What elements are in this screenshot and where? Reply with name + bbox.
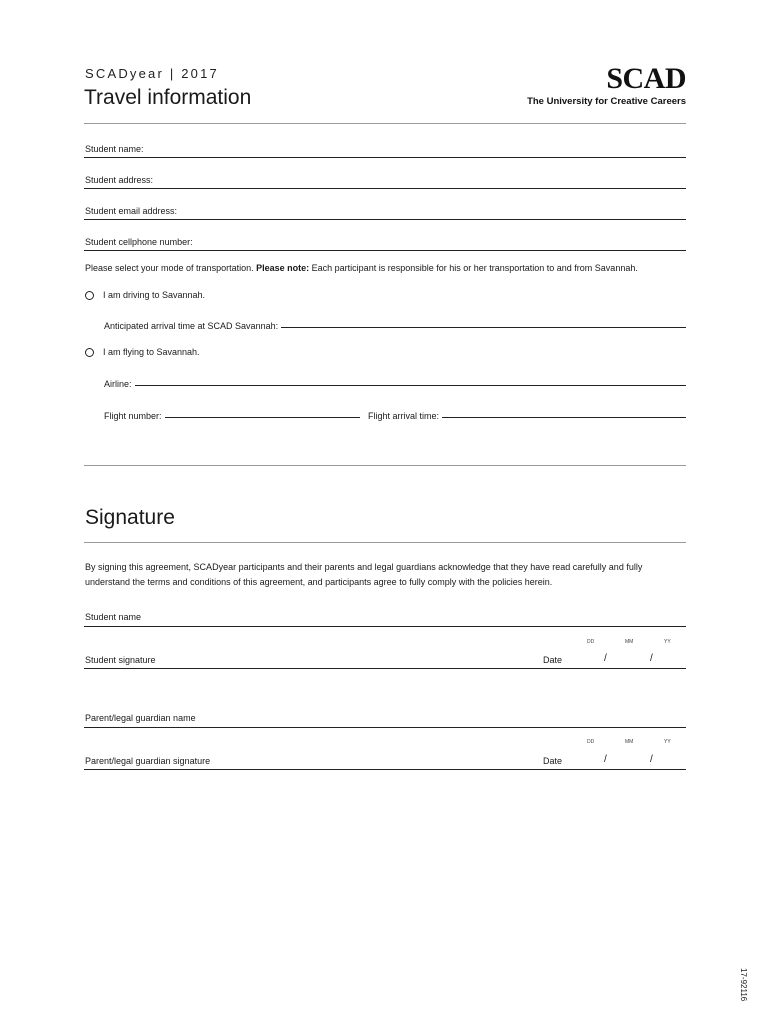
student-date-slash-2: /: [650, 653, 653, 664]
student-name-line: [84, 157, 686, 158]
student-address-line: [84, 188, 686, 189]
scad-tagline: The University for Creative Careers: [527, 96, 686, 107]
student-address-field[interactable]: [84, 175, 686, 189]
student-email-label: Student email address:: [85, 206, 181, 216]
student-name-sig-label: Student name: [85, 612, 142, 622]
arrival-time-line: [281, 327, 686, 328]
header-divider: [84, 123, 686, 124]
driving-radio[interactable]: [85, 291, 94, 300]
agreement-paragraph: By signing this agreement, SCADyear participants and their parents and legal guardians acknowledge that they have read carefully and fully understand the terms and conditions of this agreement, and participants agree to fully comply with the policies herein.: [85, 562, 643, 587]
airline-line: [135, 385, 686, 386]
flight-arrival-field[interactable]: [368, 407, 686, 421]
parent-signature-label: Parent/legal guardian signature: [85, 756, 211, 766]
flying-option[interactable]: [85, 346, 200, 358]
form-code: 17-92116: [739, 968, 748, 1002]
signature-heading: Signature: [85, 506, 175, 529]
student-date-label: Date: [543, 655, 563, 665]
airline-label: Airline:: [104, 379, 132, 389]
parent-date-slash-2: /: [650, 754, 653, 765]
driving-option[interactable]: [85, 289, 205, 301]
student-name-field[interactable]: [84, 144, 686, 158]
flight-number-label: Flight number:: [104, 411, 162, 421]
parent-dd-label: DD: [587, 739, 595, 745]
note-label: Please note:: [256, 263, 310, 273]
flight-arrival-label: Flight arrival time:: [368, 411, 440, 421]
airline-field[interactable]: [104, 375, 686, 389]
section-divider: [84, 465, 686, 466]
student-dd-label: DD: [587, 639, 595, 645]
student-yy-label: YY: [664, 639, 671, 645]
arrival-time-label: Anticipated arrival time at SCAD Savannah:: [104, 321, 279, 331]
parent-date-slash-1: /: [604, 754, 607, 765]
student-email-field[interactable]: [84, 206, 686, 220]
note-text: Each participant is responsible for his or her transportation to and from Savannah.: [311, 263, 638, 273]
student-date-slash-1: /: [604, 653, 607, 664]
parent-yy-label: YY: [664, 739, 671, 745]
student-signature-label: Student signature: [85, 655, 156, 665]
student-email-line: [84, 219, 686, 220]
page-title: Travel information: [84, 86, 252, 109]
parent-name-line[interactable]: [84, 727, 686, 728]
flight-number-line: [165, 417, 360, 418]
program-eyebrow: SCADyear | 2017: [85, 66, 219, 81]
arrival-time-field[interactable]: [104, 317, 686, 331]
parent-date-label: Date: [543, 756, 563, 766]
scad-logo: SCAD: [606, 62, 686, 95]
parent-mm-label: MM: [625, 739, 634, 745]
parent-signature-line[interactable]: [84, 769, 686, 770]
signature-divider: [84, 542, 686, 543]
parent-name-label: Parent/legal guardian name: [85, 713, 196, 723]
student-mm-label: MM: [625, 639, 634, 645]
student-name-label: Student name:: [85, 144, 148, 154]
flight-number-field[interactable]: [104, 407, 360, 421]
transport-note: [85, 263, 638, 273]
driving-label: I am driving to Savannah.: [103, 290, 206, 300]
transport-intro: Please select your mode of transportation.: [85, 263, 254, 273]
student-cellphone-line: [84, 250, 686, 251]
flight-arrival-line: [442, 417, 686, 418]
flying-radio[interactable]: [85, 348, 94, 357]
student-name-sig-line[interactable]: [84, 626, 686, 627]
student-cellphone-label: Student cellphone number:: [85, 237, 197, 247]
student-address-label: Student address:: [85, 175, 157, 185]
student-cellphone-field[interactable]: [84, 237, 686, 251]
flying-label: I am flying to Savannah.: [103, 347, 200, 357]
student-signature-line[interactable]: [84, 668, 686, 669]
